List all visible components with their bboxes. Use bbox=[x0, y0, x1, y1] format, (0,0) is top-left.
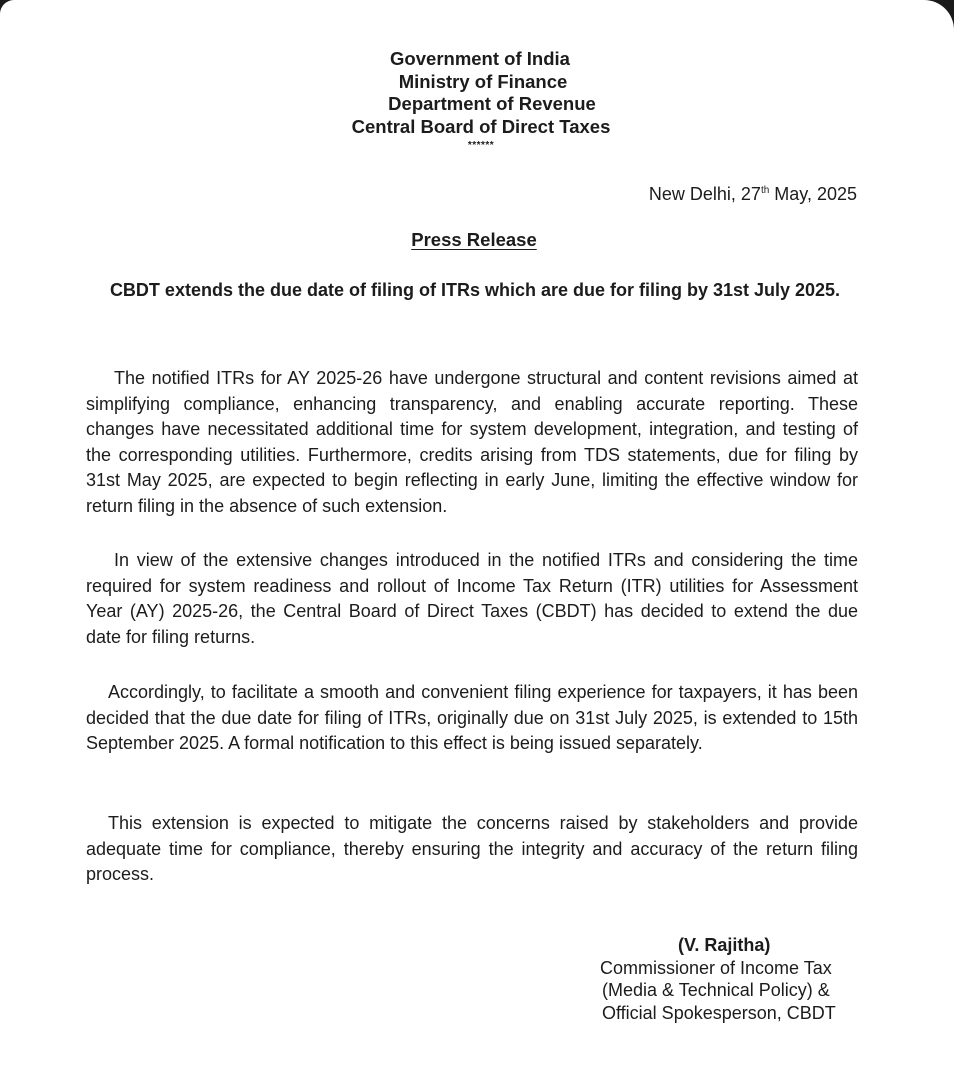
dateline bbox=[649, 184, 857, 205]
letterhead-department: Department of Revenue bbox=[388, 93, 596, 114]
signature-block bbox=[600, 934, 836, 1024]
signatory-name: (V. Rajitha) bbox=[678, 935, 771, 955]
signatory-designation-3: Official Spokesperson, CBDT bbox=[602, 1002, 836, 1023]
body-paragraph-2: In view of the extensive changes introduced in the notified ITRs and considering the time required for system readiness and rollout of Income Tax Return (ITR) utilities for Assessment Year (AY) 2025-26, the Central Board of Direct Taxes (CBDT) has decided to extend the due date for filing returns. bbox=[86, 550, 858, 647]
signatory-designation-2: (Media & Technical Policy) & bbox=[602, 980, 830, 1000]
dateline-place: New Delhi, 27 bbox=[648, 184, 761, 204]
body-paragraph-4: This extension is expected to mitigate the concerns raised by stakeholders and provide adequate time for compliance, thereby ensuring the integrity and accuracy of the return filing process. bbox=[86, 813, 858, 885]
letterhead-government: Government of India bbox=[390, 48, 570, 69]
letterhead-separator: ****** bbox=[467, 140, 495, 151]
letterhead-ministry: Ministry of Finance bbox=[398, 70, 568, 92]
signatory-designation-1: Commissioner of Income Tax bbox=[600, 957, 832, 978]
dateline-day-suffix: th bbox=[760, 185, 770, 196]
letterhead-board: Central Board of Direct Taxes bbox=[351, 115, 611, 137]
body-paragraph-1: The notified ITRs for AY 2025-26 have undergone structural and content revisions aimed at simplifying compliance, enhancing transparency, and enabling accurate reporting. These changes have necessitated additional time for system development, integration, and testing of the corresponding utilities. Furthermore, credits arising from TDS statements, due for filing by 31st May 2025, are expected to begin reflecting in early June, limiting the effective window for return filing in the absence of such extension. bbox=[86, 368, 858, 516]
document-title: Press Release bbox=[411, 229, 537, 250]
dateline-rest: May, 2025 bbox=[769, 184, 857, 204]
subject-heading: CBDT extends the due date of filing of ITRs which are due for filing by 31st July 2025. bbox=[109, 280, 841, 300]
body-paragraph-3: Accordingly, to facilitate a smooth and convenient filing experience for taxpayers, it has been decided that the due date for filing of ITRs, originally due on 31st July 2025, is extended to 15th September 2025. A formal notification to this effect is being issued separately. bbox=[86, 682, 858, 754]
letterhead bbox=[0, 48, 954, 138]
